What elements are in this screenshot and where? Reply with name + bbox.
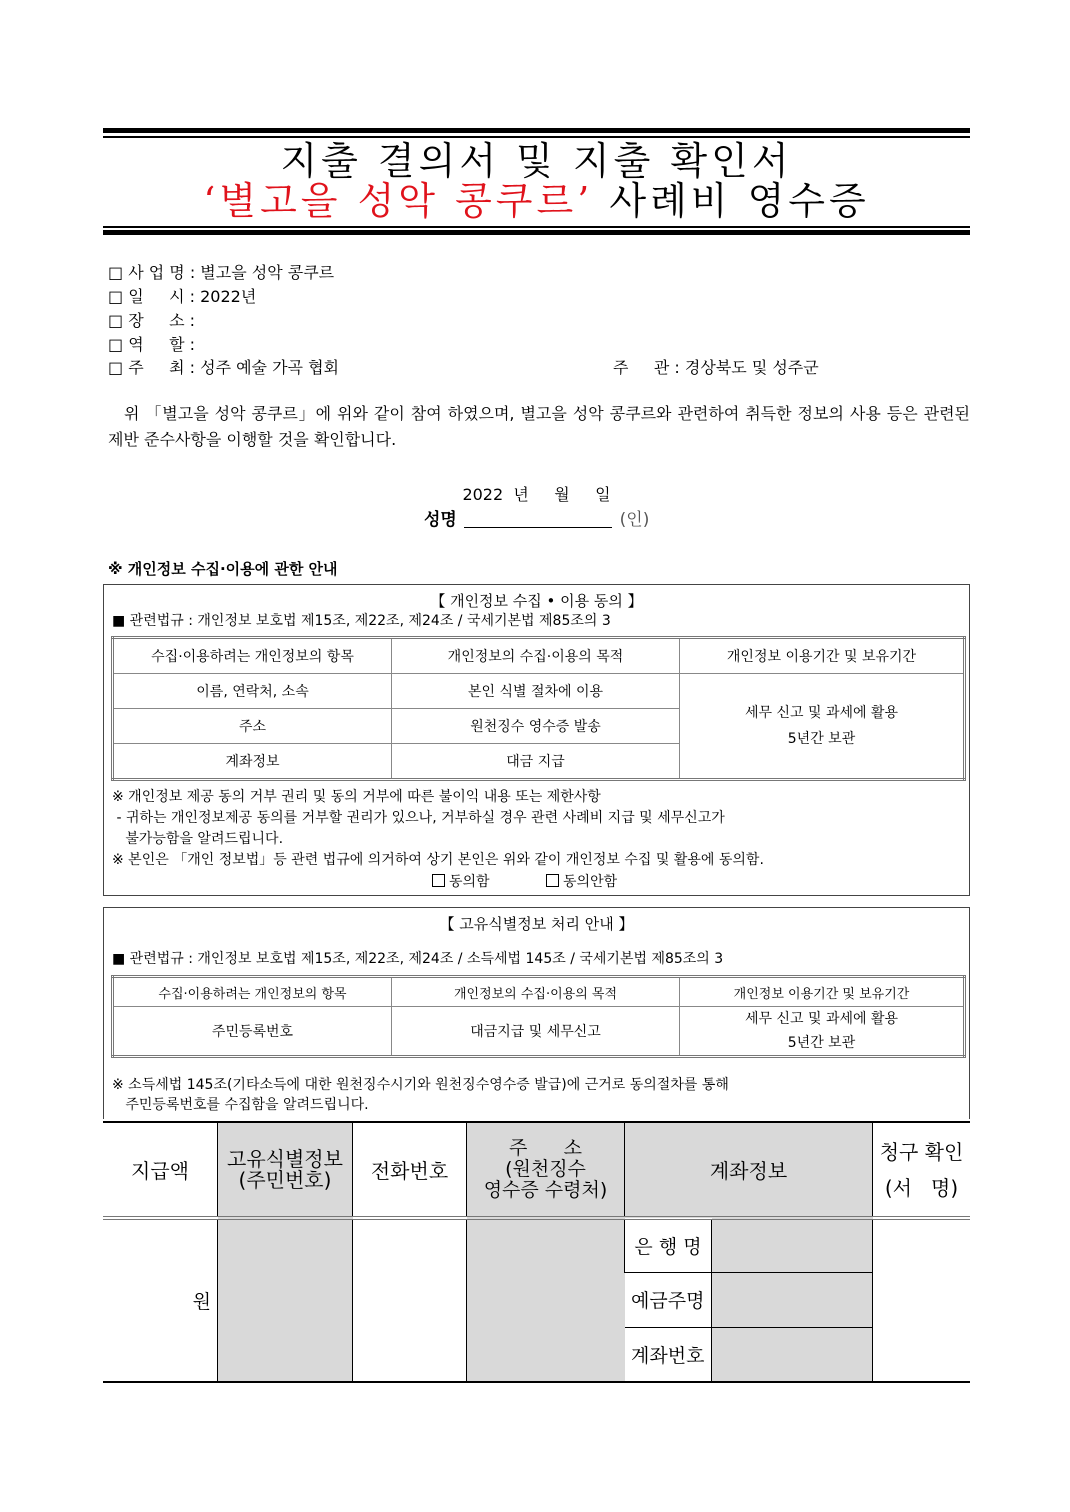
table-cell: 계좌정보 — [113, 744, 392, 780]
table-cell: 대금 지급 — [392, 744, 680, 780]
top-rule-thick — [103, 128, 970, 133]
header-address-line3: 영수증 수령처) — [483, 1179, 608, 1201]
id-number-cell[interactable] — [218, 1218, 353, 1382]
consent-table — [111, 636, 966, 781]
signature-label: 성명 — [424, 510, 457, 530]
title-rule-thick — [103, 230, 970, 235]
address-cell[interactable] — [467, 1218, 625, 1382]
header-sign-line2: (서 명) — [884, 1175, 959, 1200]
table-header: 수집·이용하려는 개인정보의 항목 — [113, 638, 392, 674]
event-name-title: ‘별고을 성악 콩쿠르’ — [203, 179, 594, 223]
table-cell: 대금지급 및 세무신고 — [392, 1007, 680, 1057]
header-id-number — [218, 1122, 353, 1218]
info-host: □ 주 최 : 성주 예술 가곡 협회 — [108, 358, 340, 377]
table-header-row — [113, 638, 965, 674]
table-header: 개인정보의 수집·이용의 목적 — [392, 638, 680, 674]
unique-id-note-2: 주민등록번호를 수집함을 알려드립니다. — [112, 1097, 369, 1113]
disagree-label: 동의안함 — [563, 874, 618, 890]
header-address-line2: (원천징수 — [505, 1158, 586, 1180]
consent-note-4: ※ 본인은 「개인 정보법」등 관련 법규에 의거하여 상기 본인은 위와 같이 개인정보 수집 및 활용에 동의함. — [112, 852, 764, 868]
table-row — [113, 1007, 965, 1057]
amount-cell[interactable] — [103, 1218, 218, 1382]
consent-note-3: 불가능함을 알려드립니다. — [112, 831, 284, 847]
phone-cell[interactable] — [353, 1218, 467, 1382]
header-id-line1: 고유식별정보 — [227, 1146, 343, 1171]
period-cell — [680, 674, 965, 780]
info-role: □ 역 할 : — [108, 335, 196, 354]
header-account: 계좌정보 — [625, 1122, 873, 1218]
agree-label: 동의함 — [449, 874, 490, 890]
holder-label: 예금주명 — [625, 1272, 712, 1327]
title-rule-thin — [103, 226, 970, 228]
header-address — [467, 1122, 625, 1218]
notice-heading: ※ 개인정보 수집·이용에 관한 안내 — [108, 560, 338, 578]
table-header: 개인정보 이용기간 및 보유기간 — [680, 977, 965, 1007]
period-cell — [680, 1007, 965, 1057]
table-cell: 본인 식별 절차에 이용 — [392, 674, 680, 709]
info-date: □ 일 시 : 2022년 — [108, 287, 257, 306]
info-project: □ 사 업 명 : 별고을 성악 콩쿠르 — [108, 263, 335, 282]
unique-id-law: ■ 관련법규 : 개인정보 보호법 제15조, 제22조, 제24조 / 소득세법 145조 / 국세기본법 제85조의 3 — [112, 951, 724, 967]
table-header: 개인정보의 수집·이용의 목적 — [392, 977, 680, 1007]
disagree-option[interactable] — [546, 874, 617, 890]
unique-id-table — [111, 975, 966, 1058]
period-line1: 세무 신고 및 과세에 활용 — [744, 705, 899, 721]
payment-row — [103, 1218, 970, 1272]
period-line1: 세무 신고 및 과세에 활용 — [744, 1011, 899, 1027]
consent-title: 【 개인정보 수집 • 이용 동의 】 — [430, 592, 643, 610]
period-line2: 5년간 보관 — [787, 1035, 856, 1051]
pledge-paragraph: 위 「별고을 성악 콩쿠르」에 위와 같이 참여 하였으며, 별고을 성악 콩쿠르와 관련하여 취득한 정보의 사용 등은 관련된 제반 준수사항을 이행할 것을 확인합니다. — [108, 404, 970, 449]
table-header-row — [113, 977, 965, 1007]
sign-cell[interactable] — [873, 1218, 970, 1382]
bank-value[interactable] — [712, 1218, 873, 1272]
document-title-line1: 지출 결의서 및 지출 확인서 — [280, 139, 793, 183]
date-line: 2022 년 월 일 — [462, 485, 611, 504]
consent-note-1: ※ 개인정보 제공 동의 거부 권리 및 동의 거부에 따른 불이익 내용 또는 제한사항 — [112, 789, 601, 805]
table-cell: 주민등록번호 — [113, 1007, 392, 1057]
unique-id-title: 【 고유식별정보 처리 안내 】 — [439, 915, 634, 933]
signature-line — [424, 505, 649, 530]
header-sign — [873, 1122, 970, 1218]
payment-table — [103, 1121, 970, 1383]
agree-option[interactable] — [432, 874, 490, 890]
unique-id-note-1: ※ 소득세법 145조(기타소득에 대한 원천징수시기와 원천징수영수증 발급)에 근거로 동의절차를 통해 — [112, 1077, 729, 1093]
header-amount: 지급액 — [131, 1159, 189, 1183]
table-header: 수집·이용하려는 개인정보의 항목 — [113, 977, 392, 1007]
signature-blank[interactable] — [464, 509, 612, 528]
agree-checkbox[interactable] — [432, 874, 445, 887]
table-cell: 주소 — [113, 709, 392, 744]
header-sign-line1: 청구 확인 — [879, 1139, 964, 1164]
holder-value[interactable] — [712, 1272, 873, 1327]
won-unit: 원 — [192, 1291, 211, 1313]
table-cell: 원천징수 영수증 발송 — [392, 709, 680, 744]
seal-mark: (인) — [619, 510, 650, 530]
account-number-value[interactable] — [712, 1327, 873, 1382]
consent-note-2: - 귀하는 개인정보제공 동의를 거부할 권리가 있으나, 거부하실 경우 관련 사례비 지급 및 세무신고가 — [112, 810, 725, 826]
header-address-line1: 주 소 — [509, 1137, 582, 1159]
info-organizer: 주 관 : 경상북도 및 성주군 — [613, 358, 819, 377]
receipt-title: 사례비 영수증 — [593, 179, 870, 223]
table-header: 개인정보 이용기간 및 보유기간 — [680, 638, 965, 674]
table-cell: 이름, 연락처, 소속 — [113, 674, 392, 709]
consent-options — [432, 871, 617, 891]
payment-header-row — [103, 1122, 970, 1218]
account-number-label: 계좌번호 — [625, 1327, 712, 1382]
header-phone: 전화번호 — [353, 1122, 467, 1218]
info-place: □ 장 소 : — [108, 311, 196, 330]
header-id-line2: (주민번호) — [238, 1167, 332, 1192]
period-line2: 5년간 보관 — [787, 731, 856, 747]
document-title-line2 — [103, 178, 970, 224]
disagree-checkbox[interactable] — [546, 874, 559, 887]
bank-label: 은 행 명 — [625, 1218, 712, 1272]
table-row — [113, 674, 965, 709]
consent-law: ■ 관련법규 : 개인정보 보호법 제15조, 제22조, 제24조 / 국세기본법 제85조의 3 — [112, 613, 611, 629]
